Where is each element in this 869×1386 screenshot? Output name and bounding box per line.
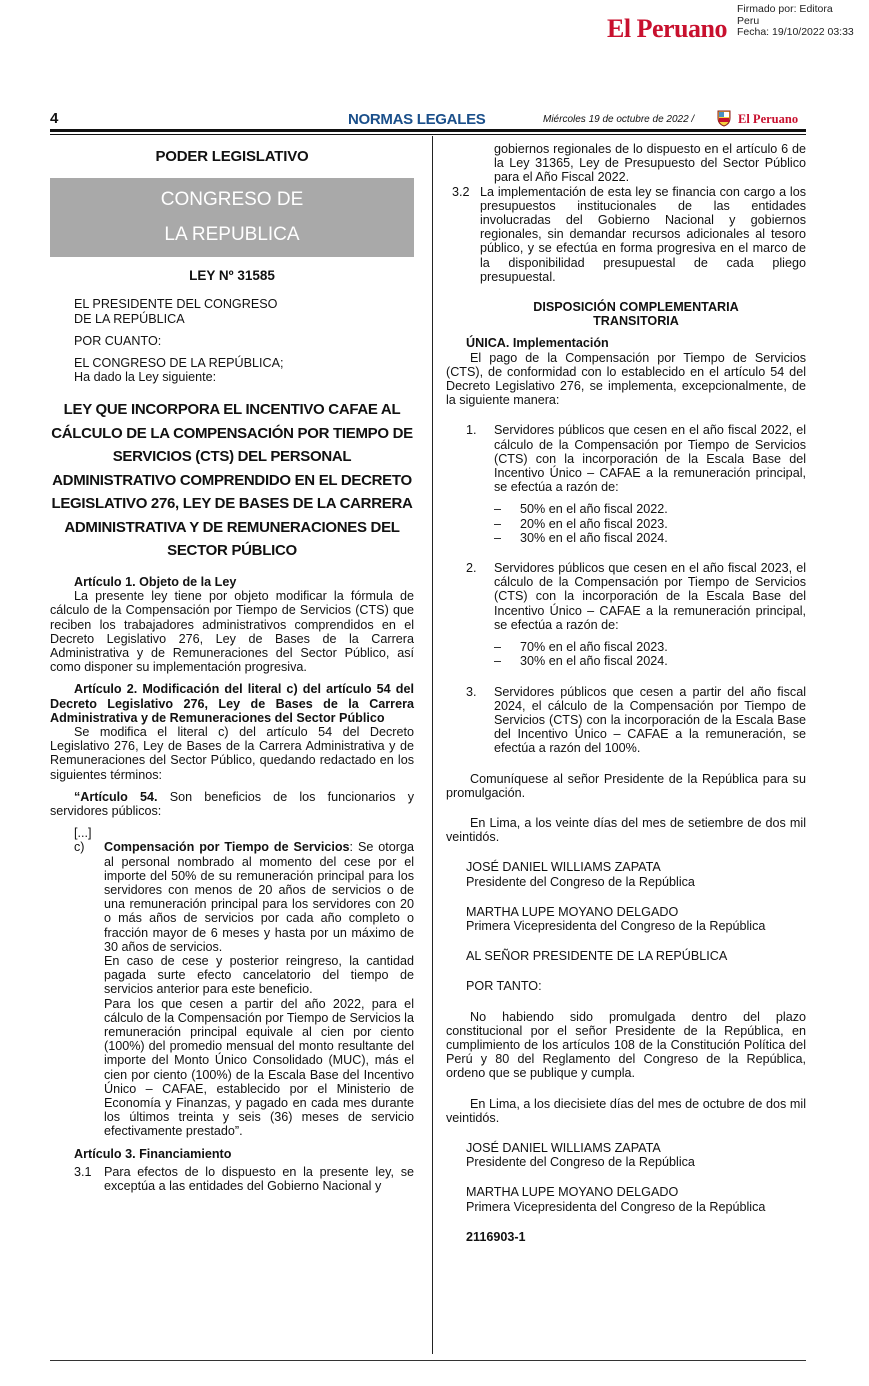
ellipsis: [...] bbox=[74, 826, 92, 841]
date-text: En Lima, a los veinte días del mes de setiembre de dos mil veintidós. bbox=[446, 815, 806, 845]
signatory-role: Primera Vicepresidenta del Congreso de la República bbox=[466, 918, 766, 933]
sub-item-text: 20% en el año fiscal 2023. bbox=[520, 516, 668, 531]
law-title: LEY QUE INCORPORA EL INCENTIVO CAFAE AL CÁLCULO DE LA COMPENSACIÓN POR TIEMPO DE SERVICIOS (CTS) DEL PERSONAL ADMINISTRATIVO COMPRENDIDO EN EL DECRETO LEGISLATIVO 276, LEY DE BASES DE LA CARRERA ADMINISTRATIVA Y DE REMUNERACIONES DEL SECTOR PÚBLICO bbox=[51, 401, 413, 560]
disposition-title: TRANSITORIA bbox=[593, 314, 679, 329]
signatory-name: MARTHA LUPE MOYANO DELGADO bbox=[466, 1185, 679, 1200]
sub-item-text: 30% en el año fiscal 2024. bbox=[520, 654, 668, 669]
digital-signature-stamp bbox=[737, 4, 854, 39]
signature-line: Fecha: 19/10/2022 03:33 bbox=[737, 26, 854, 38]
sub-item: – 20% en el año fiscal 2023. bbox=[494, 516, 668, 531]
right-column bbox=[446, 142, 806, 1244]
por-tanto: POR TANTO: bbox=[466, 979, 542, 994]
header-rule bbox=[50, 129, 806, 132]
presidente-line: DE LA REPÚBLICA bbox=[74, 311, 185, 326]
coat-of-arms-icon bbox=[716, 109, 732, 127]
signatory-name: JOSÉ DANIEL WILLIAMS ZAPATA bbox=[466, 860, 661, 875]
publication-code: 2116903-1 bbox=[466, 1229, 526, 1244]
item-label: 3.1 bbox=[74, 1164, 92, 1179]
item-text: Para efectos de lo dispuesto en la presente ley, se exceptúa a las entidades del Gobierno Nacional y bbox=[104, 1164, 414, 1194]
item-label: 1. bbox=[466, 423, 477, 438]
comuniquese-text: Comuníquese al señor Presidente de la República para su promulgación. bbox=[446, 771, 806, 800]
literal-c bbox=[50, 840, 414, 1138]
literal-text: Para los que cesen a partir del año 2022, para el cálculo de la Compensación por Tiempo de Servicios la remuneración principal equivale al cien por ciento (100%) del promedio mensual del monto resultante del importe del Monto Único Consolidado (MUC), más el cien por ciento (100%) de la Escala Base del Incentivo Único – CAFAE, establecido por el Ministerio de Economía y Finanzas, y pagado en cada mes durante los últimos treinta y seis (36) meses de servicio efectivamente prestado”. bbox=[104, 996, 414, 1139]
numbered-item bbox=[50, 1165, 414, 1193]
por-cuanto: POR CUANTO: bbox=[74, 333, 162, 348]
left-column bbox=[50, 150, 414, 1193]
sub-item-text: 50% en el año fiscal 2022. bbox=[520, 502, 668, 517]
congreso-line: EL CONGRESO DE LA REPÚBLICA; bbox=[74, 356, 284, 371]
addressee: AL SEÑOR PRESIDENTE DE LA REPÚBLICA bbox=[466, 949, 728, 964]
unica-text: El pago de la Compensación por Tiempo de Servicios (CTS), de conformidad con lo establecido en el artículo 54 del Decreto Legislativo 276, se implementa, excepcionalmente, de la siguiente manera: bbox=[446, 350, 806, 408]
footer-rule bbox=[50, 1360, 806, 1361]
item-text: Servidores públicos que cesen a partir del año fiscal 2024, el cálculo de la Compensación por Tiempo de Servicios (CTS) con la incorporación de la Escala Base del Incentivo Único – CAFAE a la remuneración, se efectúa a razón del 100%. bbox=[494, 684, 806, 756]
signatory-role: Primera Vicepresidenta del Congreso de la República bbox=[466, 1199, 766, 1214]
list-item bbox=[466, 685, 806, 756]
item-label: 3. bbox=[466, 684, 477, 699]
header-rule bbox=[50, 134, 806, 135]
congress-banner bbox=[50, 178, 414, 257]
item-text: La implementación de esta ley se financia con cargo a los presupuestos institucionales de las entidades involucradas del Gobierno Nacional y gobiernos regionales, sin demandar recursos adicionales al tesoro público, y se efectúa en forma progresiva en el marco de la disponibilidad presupuestal de cada pliego presupuestal. bbox=[480, 184, 806, 284]
quote-intro bbox=[50, 790, 414, 818]
banner-line: CONGRESO DE bbox=[160, 189, 304, 211]
sub-item: – 30% en el año fiscal 2024. bbox=[494, 530, 668, 545]
item-text: Servidores públicos que cesen en el año fiscal 2023, el cálculo de la Compensación por Tiempo de Servicios (CTS) con la incorporación de la Escala Base del Incentivo Único – CAFAE a la remuneración principal, se efectúa a razón de: bbox=[494, 561, 806, 632]
article-title: Artículo 3. Financiamiento bbox=[74, 1146, 232, 1161]
congreso-line: Ha dado la Ley siguiente: bbox=[74, 370, 217, 385]
banner-line: LA REPUBLICA bbox=[164, 224, 300, 246]
signatory-name: JOSÉ DANIEL WILLIAMS ZAPATA bbox=[466, 1140, 661, 1155]
literal-rest: : Se otorga al personal nombrado al momento del cese por el importe del 50% de su remuneración principal para los servidores con menos de 20 años de servicios o de una remuneración principal para los servidores con 20 o más años de servicios por cada año completo o fracción mayor de 6 meses y hasta por un máximo de 30 años de servicios. bbox=[104, 840, 414, 954]
issue-date: Miércoles 19 de octubre de 2022 / bbox=[543, 114, 695, 125]
signatory-name: MARTHA LUPE MOYANO DELGADO bbox=[466, 904, 679, 919]
brand-name: El Peruano bbox=[738, 112, 799, 126]
disposition-title: DISPOSICIÓN COMPLEMENTARIA bbox=[533, 300, 739, 315]
signature-line: Peru bbox=[737, 14, 760, 27]
date-text: En Lima, a los diecisiete días del mes de octubre de dos mil veintidós. bbox=[446, 1096, 806, 1125]
list-item bbox=[466, 423, 806, 494]
item-label: 3.2 bbox=[452, 184, 470, 199]
article-text: Se modifica el literal c) del artículo 54 del Decreto Legislativo 276, Ley de Bases de la Carrera Administrativa y de Remuneraciones del Sector Público, quedando redactado en los siguientes términos: bbox=[50, 724, 414, 782]
signature-line: Firmado por: Editora bbox=[737, 3, 833, 15]
item-label: 2. bbox=[466, 561, 477, 576]
sub-item: – 50% en el año fiscal 2022. bbox=[494, 502, 668, 517]
quote-intro-rest: Son beneficios de los funcionarios y servidores públicos: bbox=[50, 789, 415, 818]
article-title: Artículo 2. Modificación del literal c) del artículo 54 del Decreto Legislativo 276, Ley de Bases de la Carrera Administrativa y de Remuneraciones del Sector Público bbox=[50, 682, 414, 725]
section-title: NORMAS LEGALES bbox=[348, 111, 486, 128]
unica-title: ÚNICA. Implementación bbox=[466, 336, 609, 351]
page-number: 4 bbox=[50, 110, 59, 127]
quote-intro-bold: “Artículo 54. bbox=[74, 789, 158, 804]
article-text: La presente ley tiene por objeto modificar la fórmula de cálculo de la Compensación por Tiempo de Servicios (CTS) que reciben los trabajadores administrativos comprendidos en el Decreto Legislativo 276, Ley de Bases de la Carrera Administrativa y de Remuneraciones del Sector Público, así como disponer su implementación progresiva. bbox=[50, 589, 414, 675]
signatory-role: Presidente del Congreso de la República bbox=[466, 1155, 695, 1170]
list-item bbox=[466, 561, 806, 632]
literal-label: c) bbox=[74, 840, 85, 855]
literal-text: En caso de cese y posterior reingreso, la cantidad pagada surte efecto cancelatorio del tiempo de servicios anterior para este beneficio. bbox=[104, 954, 414, 997]
sub-item: – 30% en el año fiscal 2024. bbox=[494, 654, 668, 669]
item-text: Servidores públicos que cesen en el año fiscal 2022, el cálculo de la Compensación por Tiempo de Servicios (CTS) con la incorporación de la Escala Base del Incentivo Único – CAFAE a la remuneración principal, se efectúa a razón de: bbox=[494, 423, 806, 495]
section-heading: PODER LEGISLATIVO bbox=[155, 148, 309, 165]
el-peruano-logo: El Peruano bbox=[607, 14, 727, 43]
article-title: Artículo 1. Objeto de la Ley bbox=[74, 574, 237, 589]
column-divider bbox=[432, 136, 433, 1354]
literal-text bbox=[104, 840, 414, 954]
promulgation-text: No habiendo sido promulgada dentro del plazo constitucional por el señor Presidente de la República, en cumplimiento de los artículos 108 de la Constitución Política del Perú y 80 del Reglamento del Congreso de la República, ordeno que se publique y cumpla. bbox=[446, 1009, 806, 1081]
law-number: LEY Nº 31585 bbox=[189, 268, 275, 284]
sub-item-text: 70% en el año fiscal 2023. bbox=[520, 640, 668, 655]
presidente-line: EL PRESIDENTE DEL CONGRESO bbox=[74, 297, 278, 312]
sub-item-text: 30% en el año fiscal 2024. bbox=[520, 530, 668, 545]
literal-bold: Compensación por Tiempo de Servicios bbox=[104, 840, 350, 855]
continued-text: gobiernos regionales de lo dispuesto en el artículo 6 de la Ley 31365, Ley de Presupuesto del Sector Público para el Año Fiscal 2022. bbox=[494, 142, 806, 185]
sub-item: – 70% en el año fiscal 2023. bbox=[494, 640, 668, 655]
numbered-item bbox=[452, 185, 806, 284]
signatory-role: Presidente del Congreso de la República bbox=[466, 874, 695, 889]
